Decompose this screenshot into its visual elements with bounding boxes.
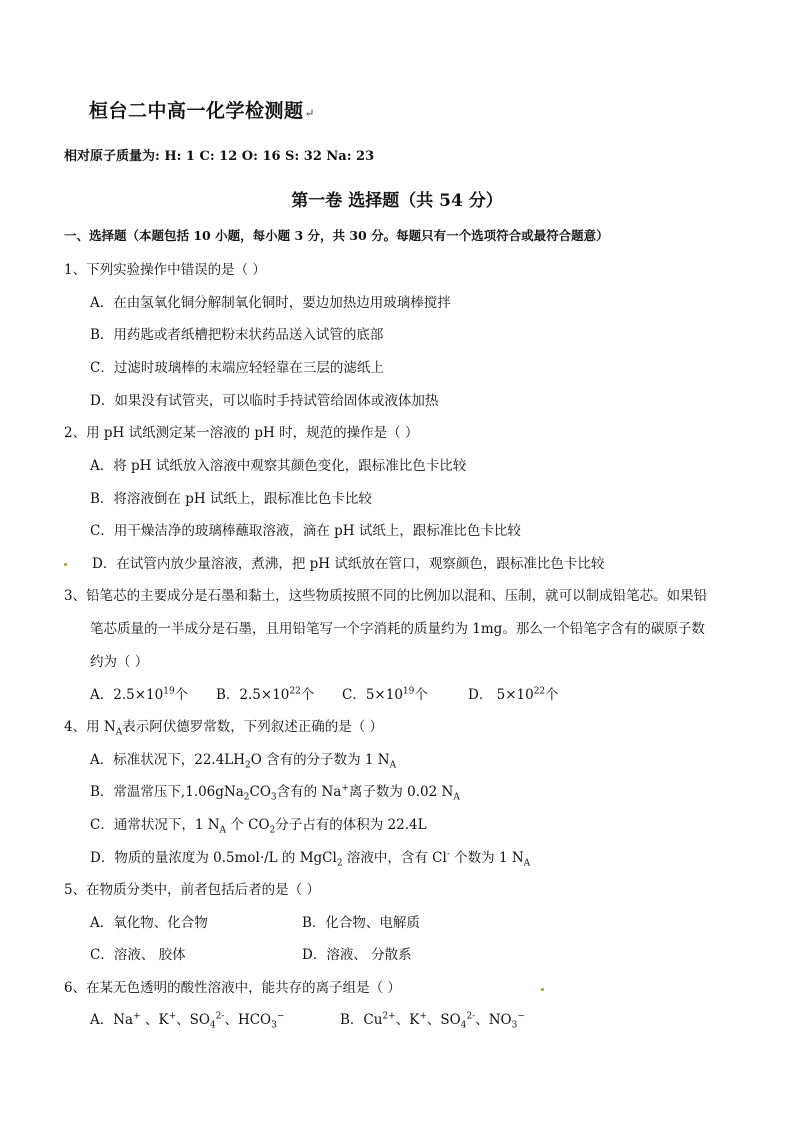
question-6-option-b: B．$Cu^{2+}$、K+、$SO_4^{2-}$、$NO_3^-$ xyxy=(340,1011,525,1031)
question-1-option-c: C．过滤时玻璃棒的末端应轻轻靠在三层的滤纸上 xyxy=(90,360,384,376)
question-4-option-b: B．常温常压下$,1.06gNa_2CO_3$含有的 Na+离子数为 0.02 $N_A$ xyxy=(90,783,460,803)
question-5-option-c: C．溶液、 胶体 xyxy=(90,947,186,963)
question-4-option-d: D．物质的量浓度为 0.5mol·/L 的 MgCl$_2$ 溶液中，含有 Cl- 个数为 1 $N_A$ xyxy=(90,849,531,869)
return-mark-icon: ↵ xyxy=(304,106,316,120)
exam-title-text: 桓台二中高一化学检测题 xyxy=(89,100,304,122)
question-2-option-a: A．将 pH 试纸放入溶液中观察其颜色变化，跟标准比色卡比较 xyxy=(90,458,467,474)
question-4-option-c: C．通常状况下，1 $N_A$ 个 $CO_2$分子占有的体积为 22.4L xyxy=(90,817,427,836)
question-3-option-a: A．$2.5\times 10^{19}$个 xyxy=(90,686,189,703)
question-5-option-a: A．氧化物、化合物 xyxy=(90,915,208,931)
question-5-option-b: B．化合物、电解质 xyxy=(302,915,420,931)
exam-title xyxy=(89,96,315,123)
stray-mark xyxy=(64,563,67,566)
question-6-stem: 6、在某无色透明的酸性溶液中，能共存的离子组是（ ） xyxy=(64,980,401,996)
question-1-option-a: A．在由氢氧化铜分解制氧化铜时，要边加热边用玻璃棒搅拌 xyxy=(90,295,451,311)
atomic-masses: 相对原子质量为: H: 1 C: 12 O: 16 S: 32 Na: 23 xyxy=(64,149,375,164)
question-3-option-d: D． $5\times 10^{22}$个 xyxy=(468,686,559,703)
section-title: 第一卷 选择题（共 54 分） xyxy=(291,191,503,211)
question-2-stem: 2、用 pH 试纸测定某一溶液的 pH 时，规范的操作是（ ） xyxy=(64,425,419,441)
question-3-line-1: 3、铅笔芯的主要成分是石墨和黏土，这些物质按照不同的比例加以混和、压制，就可以制成铅笔芯。如果铅 xyxy=(64,588,708,604)
section-instruction: 一、选择题（本题包括 10 小题，每小题 3 分，共 30 分。每题只有一个选项符合或最符合题意） xyxy=(64,228,609,243)
question-3-line-2: 笔芯质量的一半成分是石墨，且用铅笔写一个字消耗的质量约为 1mg。那么一个铅笔字含有的碳原子数 xyxy=(90,621,705,637)
question-4-stem: 4、用 $N_A$表示阿伏德罗常数，下列叙述正确的是（ ） xyxy=(64,719,383,738)
question-3-option-b: B．$2.5\times 10^{22}$个 xyxy=(216,686,315,703)
question-6-option-a: A．Na+ 、K+、$SO_4^{2-}$、$HCO_3^-$ xyxy=(90,1011,285,1031)
question-2-option-c: C．用干燥洁净的玻璃棒蘸取溶液，滴在 pH 试纸上，跟标准比色卡比较 xyxy=(90,523,521,539)
question-1-option-d: D．如果没有试管夹，可以临时手持试管给固体或液体加热 xyxy=(90,393,439,409)
question-2-option-d: D．在试管内放少量溶液，煮沸，把 pH 试纸放在管口，观察颜色，跟标准比色卡比较 xyxy=(92,556,605,572)
question-3-option-c: C．$5\times 10^{19}$个 xyxy=(342,686,428,703)
question-2-option-b: B．将溶液倒在 pH 试纸上，跟标准比色卡比较 xyxy=(90,491,372,507)
stray-mark xyxy=(541,988,544,991)
question-5-stem: 5、在物质分类中，前者包括后者的是（ ） xyxy=(64,882,320,898)
question-4-option-a: A．标准状况下，$22.4LH_2O$ 含有的分子数为 1 $N_A$ xyxy=(90,752,397,771)
question-1-option-b: B．用药匙或者纸槽把粉末状药品送入试管的底部 xyxy=(90,327,384,343)
question-3-line-3: 约为（ ） xyxy=(90,654,149,670)
question-1-stem: 1、下列实验操作中错误的是（ ） xyxy=(64,262,266,278)
question-5-option-d: D．溶液、 分散系 xyxy=(302,947,412,963)
